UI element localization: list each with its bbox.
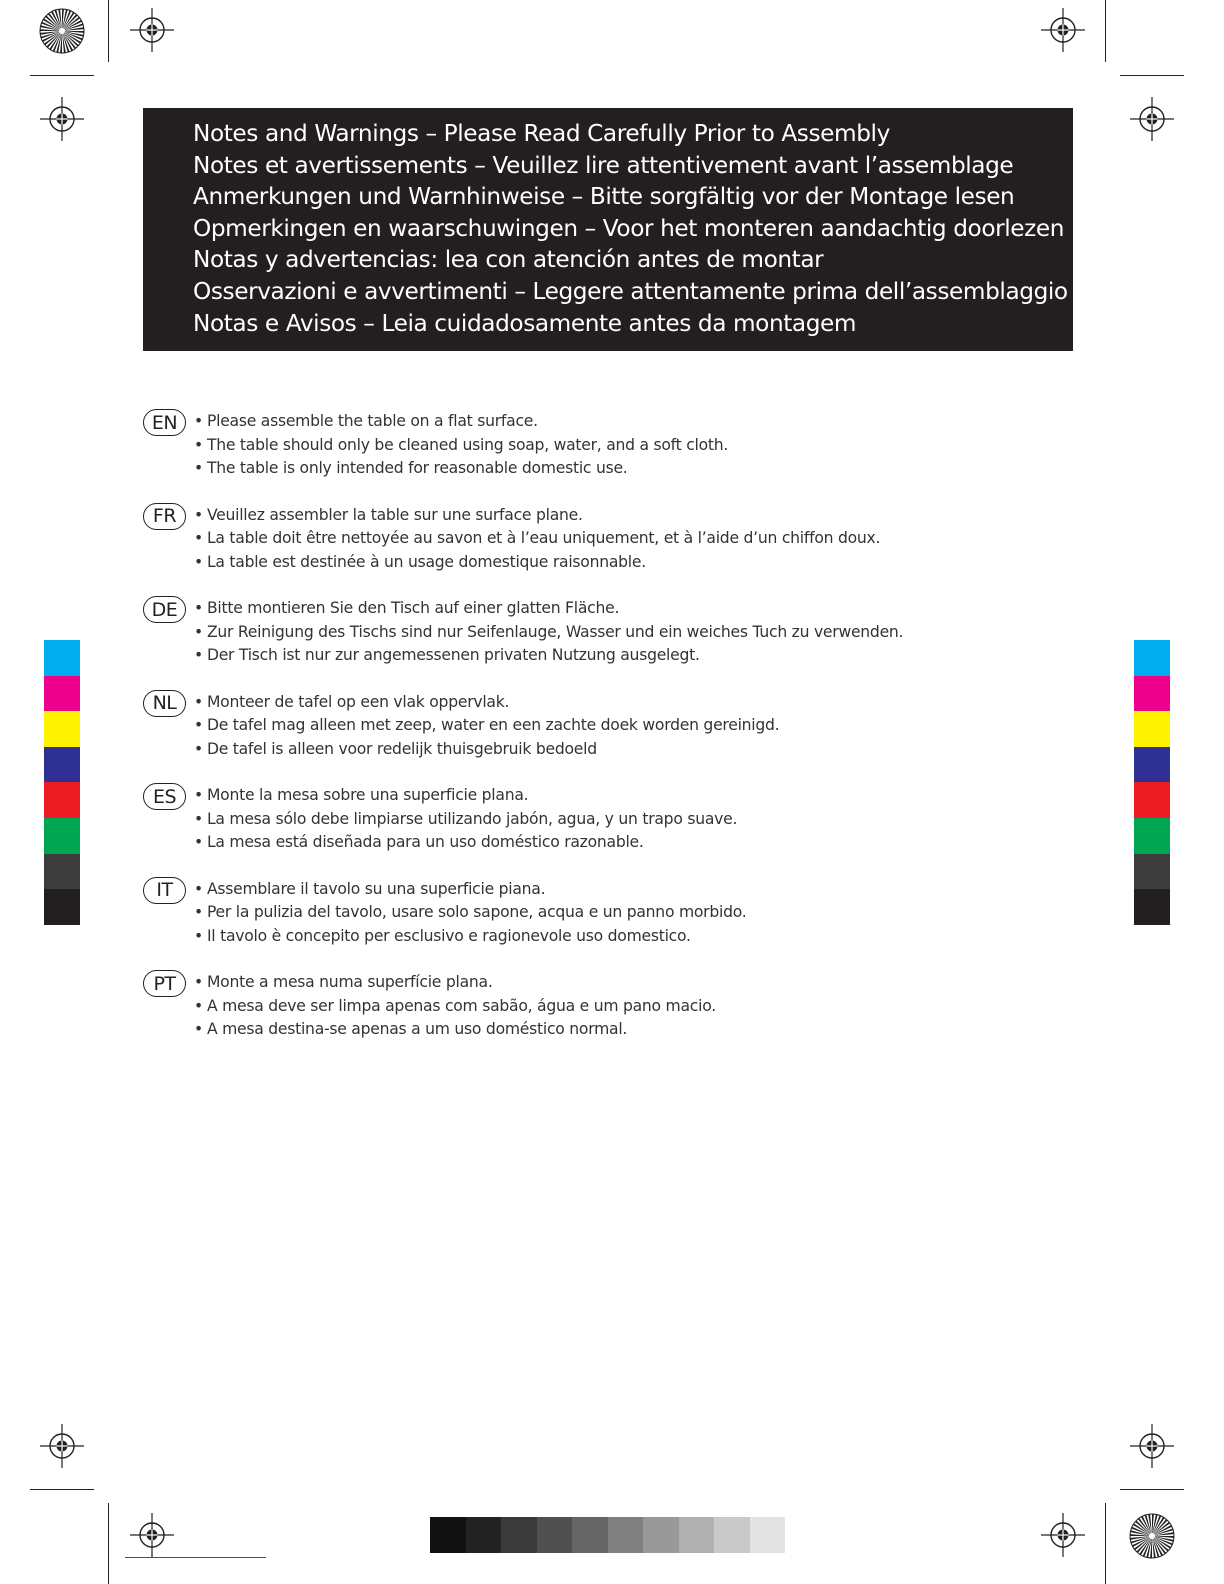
bullet-text: Zur Reinigung des Tischs sind nur Seifenlauge, Wasser und ein weiches Tuch zu verwenden. — [206, 622, 904, 641]
bullet-icon: • — [194, 973, 203, 991]
bullet-item — [194, 504, 880, 528]
gray-swatch — [466, 1517, 502, 1553]
color-swatch — [1134, 747, 1170, 783]
bullet-text: Il tavolo è concepito per esclusivo e ragionevole uso domestico. — [206, 926, 691, 945]
bullet-item — [194, 457, 728, 481]
bullet-icon: • — [194, 1020, 203, 1038]
gray-swatch — [643, 1517, 679, 1553]
registration-mark-icon — [1130, 97, 1174, 141]
bullet-icon: • — [194, 552, 203, 571]
registration-mark-icon — [40, 97, 84, 141]
bullet-icon: • — [194, 996, 203, 1015]
bullet-item — [194, 410, 728, 434]
language-code-badge: NL — [143, 690, 186, 717]
notes-warnings-header — [143, 108, 1073, 351]
bullet-text: A mesa destina-se apenas a um uso doméstico normal. — [206, 1020, 628, 1038]
registration-mark-icon — [1130, 1424, 1174, 1468]
registration-mark-icon — [1041, 1513, 1085, 1557]
color-swatch — [1134, 782, 1170, 818]
color-swatch — [44, 676, 80, 712]
cmyk-color-bar — [1134, 640, 1170, 925]
bullet-item — [194, 621, 903, 645]
language-section-de — [143, 594, 1043, 688]
color-swatch — [44, 818, 80, 854]
bullet-item — [194, 714, 779, 738]
language-sections — [143, 407, 1043, 1062]
bullet-icon: • — [194, 505, 203, 524]
bullet-item — [194, 551, 880, 575]
registration-mark-icon — [40, 1424, 84, 1468]
trim-line — [1120, 75, 1184, 76]
color-swatch — [1134, 854, 1170, 890]
bullet-icon: • — [194, 529, 203, 547]
bullet-text: The table should only be cleaned using soap, water, and a soft cloth. — [206, 435, 729, 454]
header-line: Osservazioni e avvertimenti – Leggere attentamente prima dell’assemblaggio — [193, 277, 1068, 305]
gray-swatch — [679, 1517, 715, 1553]
bullet-text: Der Tisch ist nur zur angemessenen privaten Nutzung ausgelegt. — [206, 646, 700, 664]
header-line: Opmerkingen en waarschuwingen – Voor het monteren aandachtig doorlezen — [193, 214, 1065, 242]
bullet-icon: • — [194, 435, 203, 454]
trim-line — [30, 75, 94, 76]
bullet-item — [194, 597, 903, 621]
color-swatch — [1134, 676, 1170, 712]
bullet-icon: • — [194, 809, 203, 828]
bullet-item — [194, 527, 880, 551]
gray-swatch — [608, 1517, 644, 1553]
color-swatch — [1134, 711, 1170, 747]
bullet-text: La mesa sólo debe limpiarse utilizando jabón, agua, y un trapo suave. — [206, 809, 738, 828]
bullet-text: La table doit être nettoyée au savon et à l’eau uniquement, et à l’aide d’un chiffon doux. — [206, 529, 881, 547]
grayscale-strip — [430, 1517, 785, 1553]
gray-swatch — [537, 1517, 573, 1553]
trim-line — [1105, 0, 1106, 62]
bullet-icon: • — [194, 459, 203, 477]
language-section-pt — [143, 968, 1043, 1062]
bullet-text: Monte a mesa numa superfície plana. — [206, 973, 493, 991]
gray-swatch — [572, 1517, 608, 1553]
color-swatch — [1134, 818, 1170, 854]
starburst-icon — [1129, 1513, 1175, 1559]
header-line: Notes et avertissements – Veuillez lire attentivement avant l’assemblage — [193, 151, 1014, 179]
language-code-badge: IT — [143, 877, 186, 904]
bullet-text: Monteer de tafel op een vlak oppervlak. — [206, 692, 510, 711]
bullet-item — [194, 738, 779, 762]
language-code-badge: EN — [143, 409, 186, 436]
trim-line — [108, 0, 109, 62]
bullet-item — [194, 831, 737, 855]
trim-line — [1120, 1489, 1184, 1490]
bullet-text: Assemblare il tavolo su una superficie piana. — [206, 879, 546, 898]
bullet-item — [194, 925, 746, 949]
registration-mark-icon — [130, 8, 174, 52]
color-swatch — [44, 747, 80, 783]
bullet-icon: • — [194, 739, 203, 758]
trim-line — [30, 1489, 94, 1490]
language-section-es — [143, 781, 1043, 875]
bullet-item — [194, 901, 746, 925]
color-swatch — [1134, 640, 1170, 676]
bullet-item — [194, 971, 716, 995]
bullet-text: La mesa está diseñada para un uso doméstico razonable. — [206, 833, 644, 851]
bullet-text: Please assemble the table on a flat surface. — [206, 412, 538, 430]
gray-swatch — [750, 1517, 786, 1553]
bullet-text: Bitte montieren Sie den Tisch auf einer glatten Fläche. — [206, 599, 620, 617]
bullet-text: De tafel mag alleen met zeep, water en een zachte doek worden gereinigd. — [206, 716, 780, 734]
bullet-text: A mesa deve ser limpa apenas com sabão, água e um pano macio. — [206, 996, 716, 1015]
color-swatch — [44, 711, 80, 747]
bullet-icon: • — [194, 599, 203, 617]
bullet-icon: • — [194, 879, 203, 898]
registration-mark-icon — [130, 1513, 174, 1557]
language-section-en — [143, 407, 1043, 501]
starburst-icon — [39, 8, 85, 54]
trim-line — [108, 1503, 109, 1584]
language-code-badge: ES — [143, 783, 186, 810]
bullet-item — [194, 644, 903, 668]
header-line: Notes and Warnings – Please Read Carefully Prior to Assembly — [193, 120, 890, 147]
color-swatch — [44, 889, 80, 925]
language-section-fr — [143, 501, 1043, 595]
registration-mark-icon — [1041, 8, 1085, 52]
color-swatch — [44, 854, 80, 890]
cmyk-color-bar — [44, 640, 80, 925]
bullet-text: Monte la mesa sobre una superficie plana. — [206, 786, 529, 804]
gray-swatch — [714, 1517, 750, 1553]
blue-rule — [125, 1557, 266, 1558]
bullet-item — [194, 691, 779, 715]
language-code-badge: FR — [143, 503, 186, 530]
bullet-icon: • — [194, 926, 203, 945]
bullet-item — [194, 808, 737, 832]
bullet-item — [194, 784, 737, 808]
bullet-icon: • — [194, 622, 203, 641]
bullet-item — [194, 1018, 716, 1042]
bullet-icon: • — [194, 412, 203, 430]
bullet-icon: • — [194, 692, 203, 711]
bullet-item — [194, 434, 728, 458]
bullet-icon: • — [194, 716, 203, 734]
bullet-text: The table is only intended for reasonable domestic use. — [206, 459, 628, 477]
trim-line — [1105, 1503, 1106, 1584]
language-code-badge: PT — [143, 970, 186, 997]
bullet-icon: • — [194, 833, 203, 851]
bullet-icon: • — [194, 786, 203, 804]
bullet-item — [194, 878, 746, 902]
color-swatch — [44, 640, 80, 676]
language-code-badge: DE — [143, 596, 186, 623]
gray-swatch — [501, 1517, 537, 1553]
bullet-icon: • — [194, 903, 203, 921]
color-swatch — [44, 782, 80, 818]
bullet-text: Veuillez assembler la table sur une surface plane. — [206, 505, 583, 524]
header-line: Anmerkungen und Warnhinweise – Bitte sorgfältig vor der Montage lesen — [193, 183, 1015, 211]
language-section-nl — [143, 688, 1043, 782]
language-section-it — [143, 875, 1043, 969]
header-line: Notas e Avisos – Leia cuidadosamente antes da montagem — [193, 309, 857, 337]
bullet-text: La table est destinée à un usage domestique raisonnable. — [206, 552, 646, 571]
bullet-icon: • — [194, 646, 203, 664]
gray-swatch — [430, 1517, 466, 1553]
bullet-text: De tafel is alleen voor redelijk thuisgebruik bedoeld — [206, 739, 597, 758]
color-swatch — [1134, 889, 1170, 925]
bullet-item — [194, 995, 716, 1019]
header-line: Notas y advertencias: lea con atención antes de montar — [193, 246, 824, 274]
bullet-text: Per la pulizia del tavolo, usare solo sapone, acqua e un panno morbido. — [206, 903, 747, 921]
